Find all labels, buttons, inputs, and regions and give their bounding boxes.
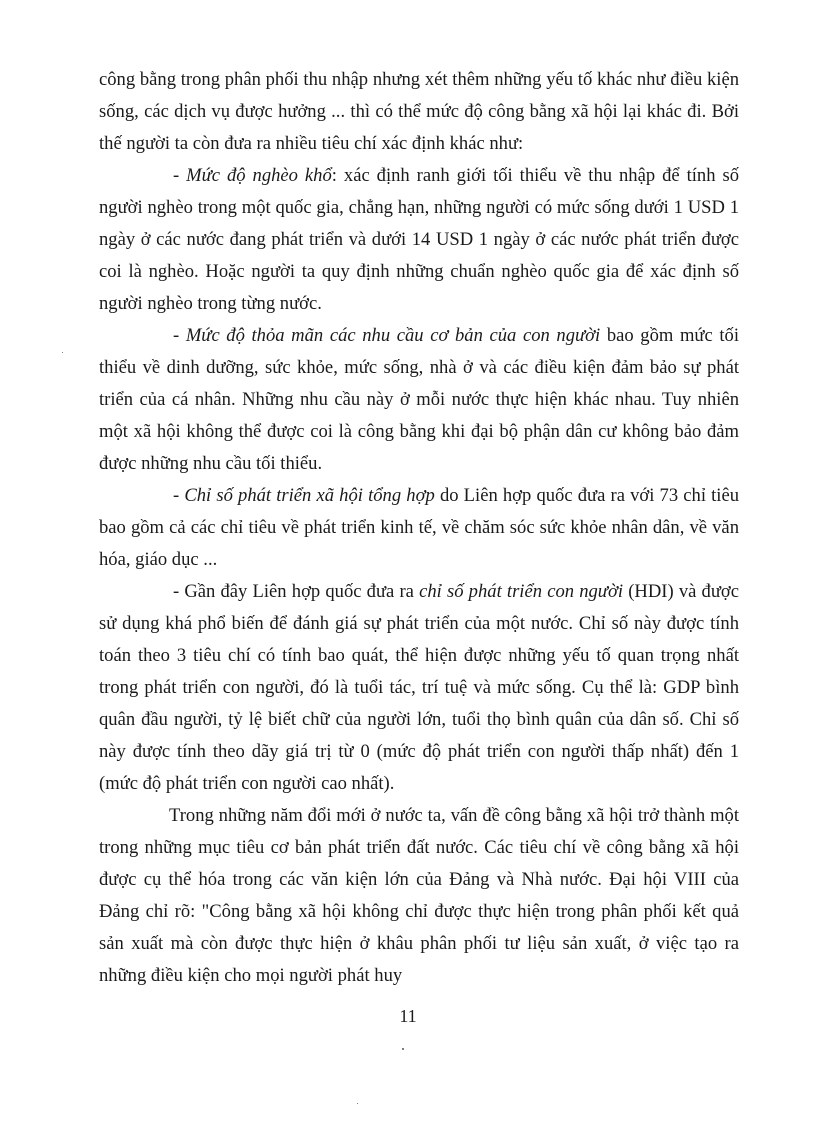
italic-term: chỉ số phát triển con người [419,581,624,602]
paragraph-text: bao gồm mức tối thiểu về dinh dưỡng, sức khỏe, mức sống, nhà ở và các điều kiện đảm bảo sự phát triển của cá nhân. Những nhu cầu này ở mỗi nước thực hiện khác nhau. Tuy nhiên một xã hội không thể được coi là công bằng khi đại bộ phận dân cư không bảo đảm được những nhu cầu tối thiểu. [99,325,740,474]
scan-speck [357,1103,358,1104]
scan-speck [402,1048,404,1050]
italic-term: Chỉ số phát triển xã hội tổng hợp [184,485,435,506]
bullet-dash: - [173,325,186,346]
paragraph-text: : xác định ranh giới tối thiểu về thu nhập để tính số người nghèo trong một quốc gia, chẳng hạn, những người có mức sống dưới 1 USD 1 ngày ở các nước đang phát triển và dưới 14 USD 1 ngày ở các nước phát triển được coi là nghèo. Hoặc người ta quy định những chuẩn nghèo quốc gia để xác định số người nghèo trong từng nước. [99,165,739,314]
paragraph-basic-needs [99,320,739,480]
paragraph-lead: - Gần đây Liên hợp quốc đưa ra [173,581,420,602]
italic-term: Mức độ thỏa mãn các nhu cầu cơ bản của con người [185,325,601,346]
paragraph-social-index [99,480,739,576]
paragraph-poverty [99,160,739,320]
scan-speck [62,352,63,353]
paragraph-text: (HDI) và được sử dụng khá phổ biến để đánh giá sự phát triển của một nước. Chỉ số này được tính toán theo 3 tiêu chí có tính bao quát, thể hiện được những yếu tố quan trọng nhất trong phát triển con người, đó là tuổi tác, trí tuệ và mức sống. Cụ thể là: GDP bình quân đầu người, tỷ lệ biết chữ của người lớn, tuổi thọ bình quân của dân số. Chỉ số này được tính theo dãy giá trị từ 0 (mức độ phát triển con người thấp nhất) đến 1 (mức độ phát triển con người cao nhất). [99,581,739,794]
bullet-dash: - [173,485,185,506]
paragraph-doi-moi: Trong những năm đổi mới ở nước ta, vấn đề công bằng xã hội trở thành một trong những mục tiêu cơ bản phát triển đất nước. Các tiêu chí về công bằng xã hội được cụ thể hóa trong các văn kiện lớn của Đảng và Nhà nước. Đại hội VIII của Đảng chỉ rõ: "Công bằng xã hội không chỉ được thực hiện trong phân phối kết quả sản xuất mà còn được thực hiện ở khâu phân phối tư liệu sản xuất, ở việc tạo ra những điều kiện cho mọi người phát huy [99,805,739,986]
paragraph-intro: công bằng trong phân phối thu nhập nhưng xét thêm những yếu tố khác như điều kiện sống, các dịch vụ được hưởng ... thì có thể mức độ công bằng xã hội lại khác đi. Bởi thế người ta còn đưa ra nhiều tiêu chí xác định khác như: [99,69,739,154]
bullet-dash: - [173,165,187,186]
page-number: 11 [399,1006,417,1026]
italic-term: Mức độ nghèo khổ [186,165,332,186]
paragraph-hdi [99,576,739,800]
body-text [99,64,739,992]
paragraph-text: do Liên hợp quốc đưa ra với 73 chỉ tiêu bao gồm cả các chỉ tiêu về phát triển kinh tế, về chăm sóc sức khỏe nhân dân, về văn hóa, giáo dục ... [99,485,740,570]
